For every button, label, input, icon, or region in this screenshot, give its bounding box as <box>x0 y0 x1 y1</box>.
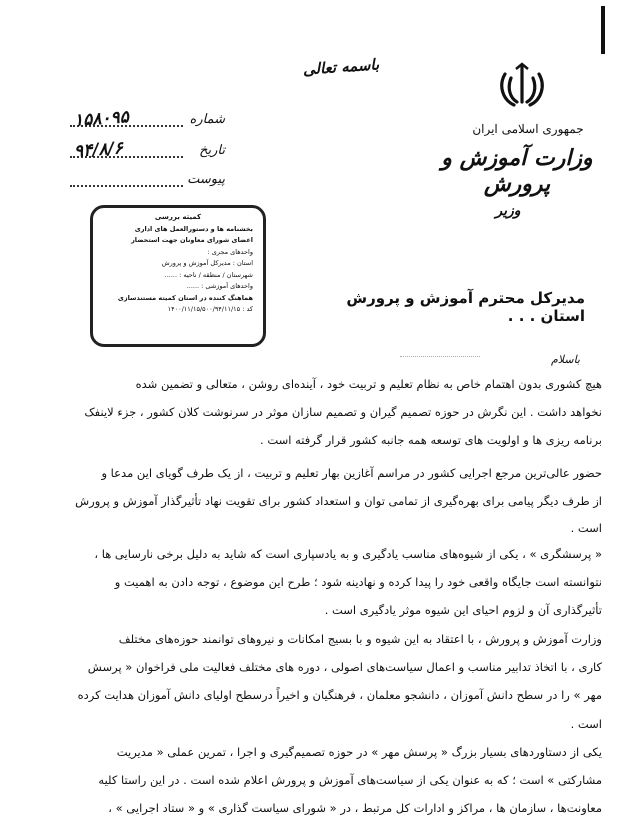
body-line: یکی از دستاوردهای بسیار بزرگ « پرسش مهر » در حوزه تصمیم‌گیری و اجرا ، تمرین عملی « مدیریت <box>116 745 602 759</box>
stamp-line: واحدهای مجری : <box>207 247 253 256</box>
body-line: است . <box>570 717 602 731</box>
stamp-line: هماهنگ کننده در استان کمیته مستندسازی <box>117 293 253 302</box>
body-line: تأثیرگذاری آن و لزوم احیای این شیوه موثر یادگیری است . <box>324 603 602 617</box>
letter-date-row <box>70 138 225 165</box>
body-line: است . <box>570 521 602 535</box>
ministry-name: وزارت آموزش و پرورش <box>441 145 593 197</box>
attachment-label: پیوست <box>187 172 225 187</box>
letter-number-row <box>70 107 225 134</box>
body-line: از طرف دیگر پیامی برای بهره‌گیری از تمامی توان و استعداد کشور برای تقویت نهاد تأثیرگذار آموزش و پرورش <box>75 494 602 508</box>
body-line: مهر » را در سطح دانش آموزان ، دانشجو معلمان ، فرهنگیان و اخیراً درسطح اولیای دانش آموزان هدایت کرده <box>77 688 602 702</box>
stamp-line: بخشنامه ها و دستورالعمل های اداری <box>134 224 253 233</box>
iran-emblem-icon <box>497 60 547 110</box>
body-line: وزارت آموزش و پرورش ، با اعتقاد به این شیوه و با بسیج امکانات و نیروهای توانمند حوزه‌های مختلف <box>118 632 602 646</box>
stamp-line: استان : مدیرکل آموزش و پرورش <box>161 259 253 267</box>
body-line: « پرسشگری » ، یکی از شیوه‌های مناسب یادگیری و به یادسپاری است که شاید به دلیل برخی نارسایی ها ، <box>94 547 602 561</box>
body-line: کاری ، با اتخاذ تدابیر مناسب و اعمال سیاست‌های اصولی ، دوره های مختلف فعالیت ملی فراخوان « پرسش <box>87 660 602 674</box>
recipient-address: مدیرکل محترم آموزش و پرورش استان . . . <box>346 289 585 325</box>
stamp-line: کد : ۱۴۰۰/۱۱/۱۵/۵۰۰/۹۴/۱۱/۱۵ <box>167 305 253 313</box>
number-value: ۱۵۸۰۹۵ <box>73 107 130 131</box>
body-line: هیچ کشوری بدون اهتمام خاص به نظام تعلیم و تربیت خود ، آینده‌ای روشن ، متعالی و تضمین شده <box>135 377 602 391</box>
dotted-line <box>70 185 183 187</box>
body-line: نخواهد داشت . این نگرش در حوزه تصمیم گیران و تصمیم سازان موثر در سرنوشت کلان کشور ، جزء لاینفک <box>84 405 602 419</box>
country-name: جمهوری اسلامی ایران <box>472 122 584 136</box>
stamp-line: کمیته بررسی <box>154 213 202 221</box>
body-line: معاونت‌ها ، سازمان ها ، مراکز و ادارات کل مرتبط ، در « شورای سیاست گذاری » و « ستاد اجرایی » ، <box>108 801 602 815</box>
minister-title: وزیر <box>495 203 521 219</box>
body-line: نتوانسته است جایگاه واقعی خود را پیدا کرده و نهادینه شود ؛ طرح این موضوع ، توجه دادن به اهمیت و <box>114 575 602 589</box>
body-line: مشارکتی » است ؛ که به عنوان یکی از سیاست‌های آموزش و پرورش اعلام شده است . در این راستا کلیه <box>98 773 602 787</box>
stamp-line: شهرستان / منطقه / ناحیه : ...... <box>164 270 253 279</box>
date-value: ۹۴/۸/۶ <box>73 138 124 162</box>
stamp-line: واحدهای آموزشی : ...... <box>186 282 253 290</box>
body-line: برنامه ریزی ها و اولویت های توسعه همه جانبه کشور قرار گرفته است . <box>260 433 602 447</box>
review-stamp <box>90 205 266 347</box>
number-label: شماره <box>189 112 225 127</box>
faint-dotted-mark <box>400 348 480 357</box>
body-line: حضور عالی‌ترین مرجع اجرایی کشور در مراسم آغازین بهار تعلیم و تربیت ، از یک طرف گویای این مدعا و <box>101 466 602 480</box>
corner-mark <box>601 6 605 54</box>
greeting: باسلام <box>550 353 580 366</box>
basmala: باسمه تعالی <box>302 55 380 79</box>
letter-attachment-row <box>70 172 225 194</box>
date-label: تاریخ <box>199 143 225 158</box>
stamp-line: اعضای شورای معاونان جهت استحضار <box>131 236 253 244</box>
